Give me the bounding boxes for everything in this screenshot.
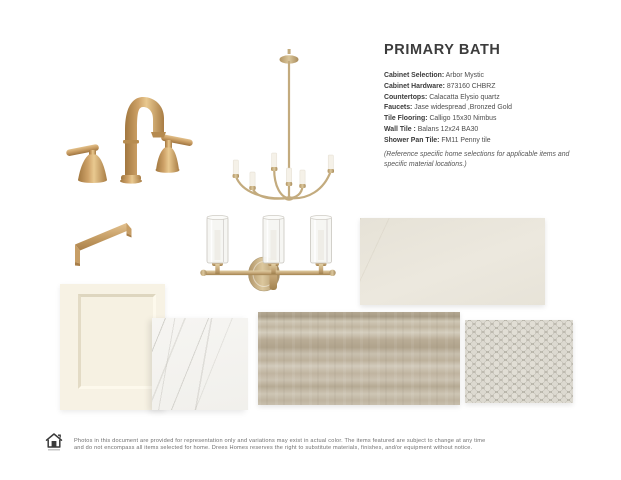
- spec-list: [384, 71, 604, 147]
- spec-row-shower-pan-tile: [384, 136, 604, 147]
- spec-label: Cabinet Selection:: [384, 72, 445, 79]
- footer-disclaimer: [74, 438, 590, 452]
- vanity-bar: [201, 271, 335, 276]
- wall-tile-sample: [360, 218, 545, 305]
- spec-value: Calacatta Elysio quartz: [429, 93, 500, 101]
- chandelier-candles: [233, 153, 334, 190]
- footer-disclaimer-line2: and do not encompass all items selected for home. Drees Homes reserves the right to substitute materials, finishes, and/or equipment without notice.: [74, 445, 473, 451]
- spec-label: Countertops:: [384, 93, 428, 101]
- faucet-left-handle: [66, 144, 107, 183]
- faucet-image: [65, 88, 200, 188]
- spec-value: Calligo 15x30 Nimbus: [429, 115, 497, 123]
- spec-row-cabinet-hardware: [384, 82, 604, 93]
- vanity-glass-shades: [207, 215, 332, 263]
- spec-value: Arbor Mystic: [445, 72, 484, 79]
- reference-note: (Reference specific home selections for applicable items and specific material locations.): [384, 151, 570, 168]
- spec-row-cabinet-selection: [384, 71, 604, 82]
- vanity-light-image: [198, 212, 338, 312]
- chandelier-finial: [288, 49, 291, 54]
- spec-value: 873160 CHBRZ: [446, 82, 496, 90]
- spec-row-faucets: [384, 103, 604, 114]
- footer-disclaimer-line1: Photos in this document are provided for representation only and variations may exist in actual color. The items featured are subject to change at any time: [74, 438, 486, 444]
- spec-label: Shower Pan Tile:: [384, 136, 440, 144]
- spec-row-countertops: [384, 93, 604, 104]
- spec-value: Jase widespread ,Bronzed Gold: [414, 104, 512, 112]
- spec-row-tile-flooring: [384, 114, 604, 125]
- spec-label: Tile Flooring:: [384, 115, 428, 123]
- faucet-right-handle: [156, 134, 194, 173]
- cabinet-pull-image: [70, 216, 140, 268]
- chandelier-hub: [285, 196, 294, 200]
- spec-value: FM11 Penny tile: [441, 136, 491, 144]
- drees-homes-house-icon: [44, 431, 64, 453]
- quartz-countertop-sample: [152, 318, 248, 410]
- spec-row-wall-tile: [384, 125, 604, 136]
- spec-label: Wall Tile :: [384, 125, 416, 133]
- chandelier-image: [222, 48, 372, 206]
- penny-tile-sample: [465, 320, 573, 403]
- floor-tile-sample: [258, 312, 460, 405]
- cabinet-door-sample: [60, 284, 165, 410]
- spec-label: Faucets:: [384, 104, 413, 112]
- page-title: PRIMARY BATH: [384, 42, 501, 58]
- spec-label: Cabinet Hardware:: [384, 82, 445, 90]
- spec-value: Balans 12x24 BA30: [417, 125, 479, 133]
- cabinet-door-panel: [78, 294, 156, 389]
